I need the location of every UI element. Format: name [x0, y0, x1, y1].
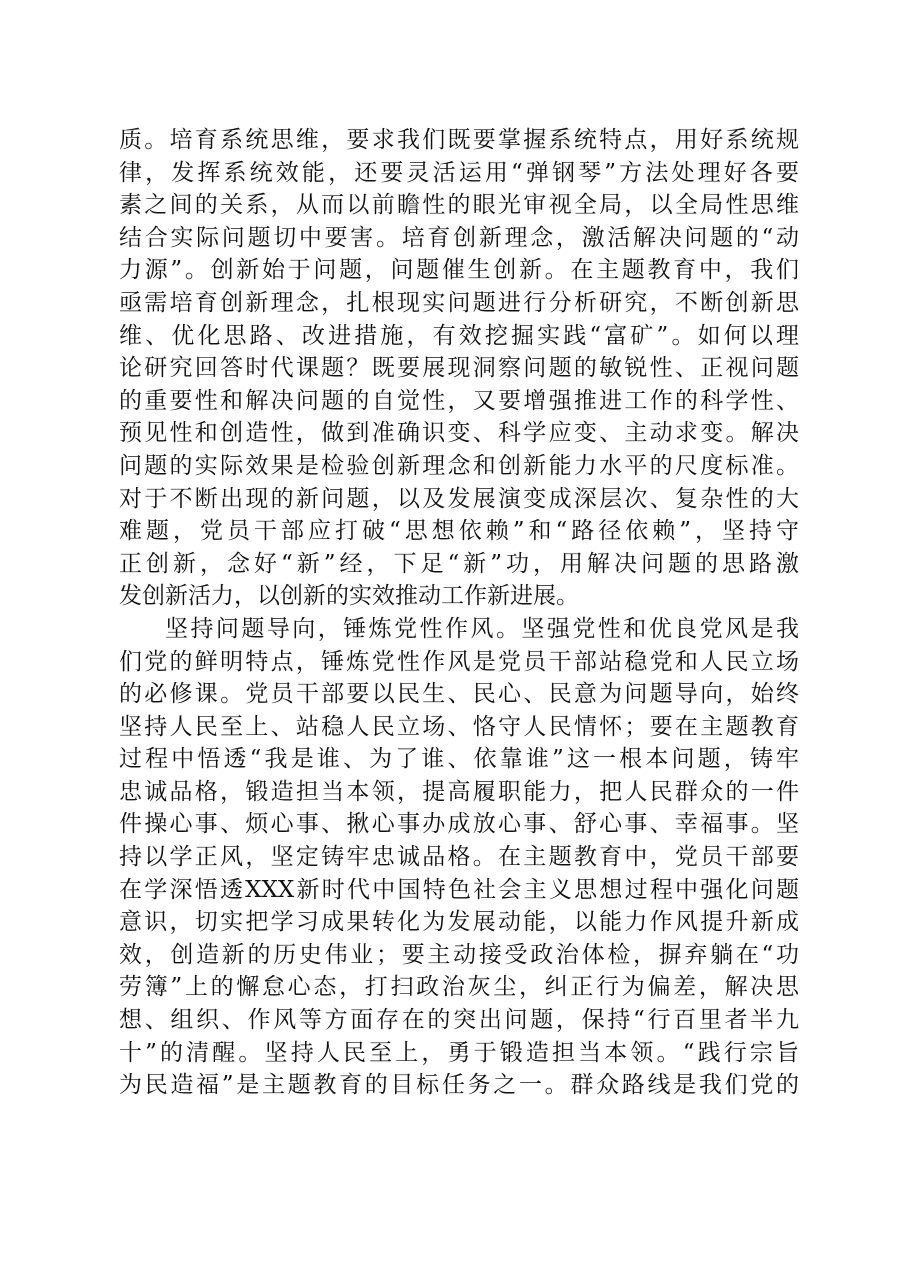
paragraph-2 — [119, 613, 799, 1102]
text-line: 难题，党员干部应打破“思想依赖”和“路径依赖”，坚持守 — [119, 518, 799, 545]
text-line: 忠诚品格，锻造担当本领，提高履职能力，把人民群众的一件 — [119, 778, 799, 805]
text-line: 论研究回答时代课题？既要展现洞察问题的敏锐性、正视问题 — [119, 355, 799, 382]
text-line: 劳簿”上的懈怠心态，打扫政治灰尘，纠正行为偏差，解决思 — [119, 974, 799, 1001]
text-line: 质。培育系统思维，要求我们既要掌握系统特点，用好系统规 — [119, 127, 799, 153]
text-line: 的必修课。党员干部要以民生、民心、民意为问题导向，始终 — [119, 681, 799, 708]
text-line: 维、优化思路、改进措施，有效挖掘实践“富矿”。如何以理 — [119, 322, 799, 349]
text-line: 们党的鲜明特点，锤炼党性作风是党员干部站稳党和人民立场 — [119, 648, 799, 675]
text-line: 为民造福”是主题教育的目标任务之一。群众路线是我们党的 — [119, 1072, 799, 1099]
text-line: 亟需培育创新理念，扎根现实问题进行分析研究，不断创新思 — [119, 289, 799, 316]
body-text — [119, 124, 799, 1102]
text-line: 力源”。创新始于问题，问题催生创新。在主题教育中，我们 — [119, 257, 799, 284]
text-line: 坚持人民至上、站稳人民立场、恪守人民情怀；要在主题教育 — [119, 713, 799, 740]
text-line: 对于不断出现的新问题，以及发展演变成深层次、复杂性的大 — [119, 485, 799, 512]
text-line: 发创新活力，以创新的实效推动工作新进展。 — [119, 583, 579, 610]
text-line: 想、组织、作风等方面存在的突出问题，保持“行百里者半九 — [119, 1007, 799, 1034]
text-line: 正创新，念好“新”经，下足“新”功，用解决问题的思路激 — [119, 550, 799, 577]
text-line: 素之间的关系，从而以前瞻性的眼光审视全局，以全局性思维 — [119, 192, 799, 219]
text-line: 过程中悟透“我是谁、为了谁、依靠谁”这一根本问题，铸牢 — [119, 746, 799, 773]
text-line: 律，发挥系统效能，还要灵活运用“弹钢琴”方法处理好各要 — [119, 159, 799, 186]
text-line: 问题的实际效果是检验创新理念和创新能力水平的尺度标准。 — [119, 452, 799, 479]
text-line: 持以学正风，坚定铸牢忠诚品格。在主题教育中，党员干部要 — [119, 844, 799, 871]
text-line: 在学深悟透XXX新时代中国特色社会主义思想过程中强化问题 — [119, 876, 799, 903]
paragraph-1 — [119, 124, 799, 613]
text-line: 坚持问题导向，锤炼党性作风。坚强党性和优良党风是我 — [165, 615, 799, 642]
text-line: 的重要性和解决问题的自觉性，又要增强推进工作的科学性、 — [119, 387, 799, 414]
text-line: 预见性和创造性，做到准确识变、科学应变、主动求变。解决 — [119, 420, 799, 447]
text-line: 十”的清醒。坚持人民至上，勇于锻造担当本领。“践行宗旨 — [119, 1039, 799, 1066]
text-line: 结合实际问题切中要害。培育创新理念，激活解决问题的“动 — [119, 224, 799, 251]
text-line: 效，创造新的历史伟业；要主动接受政治体检，摒弃躺在“功 — [119, 941, 799, 968]
text-line: 意识，切实把学习成果转化为发展动能，以能力作风提升新成 — [119, 909, 799, 936]
text-line: 件操心事、烦心事、揪心事办成放心事、舒心事、幸福事。坚 — [119, 811, 799, 838]
